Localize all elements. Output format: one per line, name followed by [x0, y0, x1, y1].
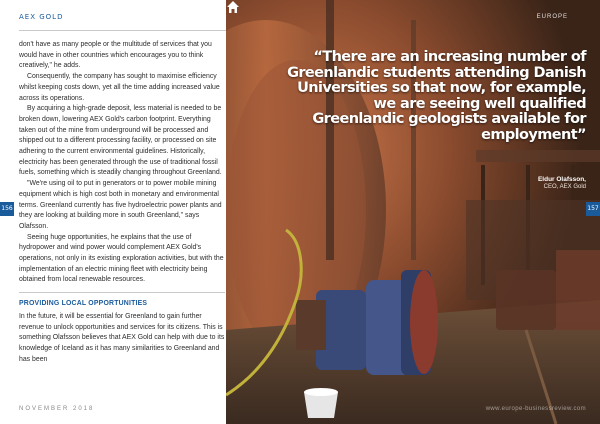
issue-date: NOVEMBER 2018 — [19, 406, 95, 412]
page-number-right: 157 — [586, 202, 600, 216]
paragraph-6: In the future, it will be essential for Greenland to gain further revenue to unlock opportunities and services for its citizens. This is something Olafsson believes that AEX Gold can help with due to its knowledge of Iceland as it has many similarities to Greenland and has been — [19, 312, 225, 363]
brand-label: EUROPE — [536, 14, 568, 20]
quote-attribution-title: CEO, AEX Gold — [543, 184, 586, 190]
paragraph-3: By acquiring a high-grade deposit, less material is needed to be broken down, lowering AEX Gold's carbon footprint. Everything taken out of the mine from underground will be processed and shipped out to a different processing facility, or processed on site adhering to the current environmental guidelines. Historically, electricity has been generated through the use of traditional fossil fuels, something which is steadily changing throughout Greenland. — [19, 105, 222, 177]
paragraph-4: "We're using oil to put in generators or to power mobile mining equipment which is high cost both in monetary and environmental terms. Greenland currently has five hydroelectric power plants and they are looking at building more in south Greenland," says Olafsson. — [19, 180, 222, 230]
page-number-left: 156 — [0, 202, 14, 216]
footer-url[interactable]: www.europe-businessreview.com — [485, 406, 586, 412]
mining-photo — [226, 0, 600, 424]
left-page — [0, 0, 226, 424]
section-divider — [19, 292, 225, 293]
article-body — [19, 40, 225, 365]
home-icon[interactable] — [226, 0, 240, 14]
paragraph-5: Seeing huge opportunities, he explains that the use of hydropower and wind power would complement AEX Gold's operations, not only in its existing exploration activities, but with the implementation of an electric mining fleet with electricity being obtained from local renewable resources. — [19, 233, 224, 284]
paragraph-1: don't have as many people or the multitude of services that you would have in other countries which encourages you to think creatively," he adds. — [19, 41, 212, 70]
section-subheading: PROVIDING LOCAL OPPORTUNITIES — [19, 300, 148, 308]
paragraph-2: Consequently, the company has sought to maximise efficiency whilst keeping costs down, yet all the time adding increased value across its operations. — [19, 73, 220, 102]
running-head: AEX GOLD — [19, 13, 64, 21]
header-rule — [19, 30, 226, 31]
quote-attribution-name: Eldur Olafsson, — [537, 176, 586, 183]
pull-quote: “There are an increasing number of Greenlandic students attending Danish Universities so that now, for example, we are seeing well qualified Greenlandic geologists available for employment” — [287, 49, 586, 143]
